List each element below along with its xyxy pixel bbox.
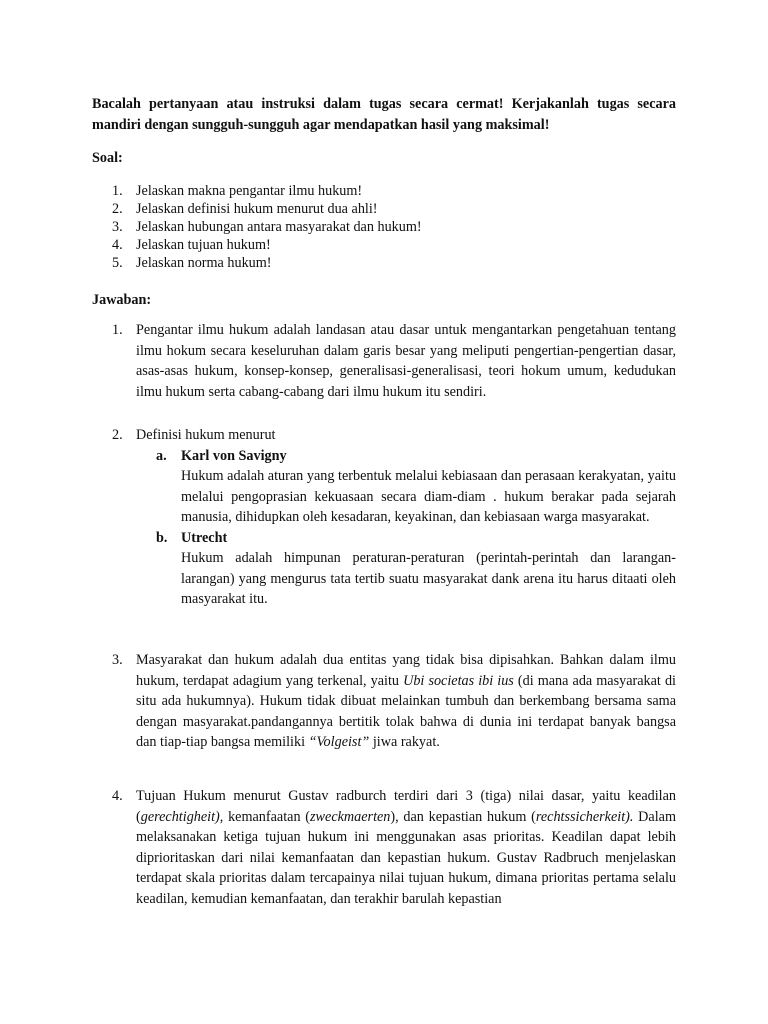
term-gerechtigheit: gerechtigheit) (140, 808, 220, 825)
question-item (92, 218, 676, 236)
question-number: 5. (112, 255, 123, 271)
answer-text: Pengantar ilmu hukum adalah landasan atau dasar untuk mengantarkan pengetahuan tentang ilmu hokum secara keseluruhan dalam garis besar yang meliputi pengertian-pengertian dasar, asas-asas hukum, konsep-konsep, generalisasi-generalisasi, teori hokum umum, kedudukan ilmu hukum serta cabang-cabang dari ilmu hukum itu sendiri. (136, 322, 676, 400)
answer-text: Masyarakat dan hukum adalah dua entitas yang tidak bisa dipisahkan. Bahkan dalam ilmu hukum, terdapat adagium yang terkenal, yaitu Ubi societas ibi ius (di mana ada masyarakat di situ ada hukumnya). Hukum tidak dibuat melainkan tumbuh dan berkembang bersama sama dengan masyarakat.pandangannya bertitik tolak bahwa di dunia ini terdapat banyak bangsa dan tiap-tiap bangsa memiliki “Volgeist” jiwa rakyat. (136, 652, 676, 750)
question-item (92, 200, 676, 218)
answer-3 (92, 650, 676, 753)
answer-2 (92, 425, 676, 610)
expert-name: Karl von Savigny (181, 447, 287, 464)
expert-letter: a. (156, 447, 167, 464)
expert-a (136, 446, 676, 528)
question-text: Jelaskan definisi hukum menurut dua ahli! (136, 201, 378, 217)
expert-b (136, 528, 676, 610)
latin-adage: Ubi societas ibi ius (403, 672, 514, 689)
question-text: Jelaskan makna pengantar ilmu hukum! (136, 183, 363, 199)
answer-text: Tujuan Hukum menurut Gustav radburch terdiri dari 3 (tiga) nilai dasar, yaitu keadilan (gerechtigheit), kemanfaatan (zweckmaerten), dan kepastian hukum (rechtssicherkeit). Dalam melaksanakan ketiga tujuan hukum ini menggunakan asas prioritas. Keadilan dapat lebih diprioritaskan dari nilai kemanfaatan dan kepastian hukum. Gustav Radbruch menjelaskan terdapat skala prioritas dalam tercapainya nilai tujuan hukum, dimana prioritas pertama selalu keadilan, kemudian kemanfaatan, dan terakhir barulah kepastian (136, 788, 676, 907)
expert-letter: b. (156, 529, 168, 546)
answer-4 (92, 786, 676, 909)
answer-intro: Definisi hukum menurut (136, 427, 276, 443)
question-number: 2. (112, 201, 123, 217)
answer-number: 1. (112, 322, 123, 338)
answer-number: 2. (112, 427, 123, 443)
question-text: Jelaskan norma hukum! (136, 255, 272, 271)
term-zweckmaerten: zweckmaerten (310, 808, 391, 825)
question-number: 3. (112, 219, 123, 235)
answer-number: 3. (112, 652, 123, 668)
soal-heading: Soal: (92, 150, 123, 166)
question-item (92, 236, 676, 254)
answer-number: 4. (112, 788, 123, 804)
question-number: 1. (112, 183, 123, 199)
volgeist-term: “Volgeist” (308, 734, 370, 750)
instructions: Bacalah pertanyaan atau instruksi dalam tugas secara cermat! Kerjakanlah tugas secara mandiri dengan sungguh-sungguh agar mendapatkan hasil yang maksimal! (92, 96, 676, 133)
question-list (92, 182, 676, 272)
question-item (92, 182, 676, 200)
question-text: Jelaskan hubungan antara masyarakat dan hukum! (136, 219, 422, 235)
expert-name: Utrecht (181, 529, 228, 546)
jawaban-heading: Jawaban: (92, 292, 152, 308)
expert-definition: Hukum adalah aturan yang terbentuk melalui kebiasaan dan perasaan kerakyatan, yaitu melalui pengoprasian kekuasaan secara diam-diam . hukum berakar pada sejarah manusia, dihidupkan oleh kesadaran, keyakinan, dan kebiasaan warga masyarakat. (181, 468, 676, 525)
question-text: Jelaskan tujuan hukum! (136, 237, 271, 253)
answer-1 (92, 320, 676, 402)
question-number: 4. (112, 237, 123, 253)
term-rechtssicherkeit: rechtssicherkeit). (535, 808, 634, 825)
question-item (92, 254, 676, 272)
expert-definition: Hukum adalah himpunan peraturan-peraturan (perintah-perintah dan larangan-larangan) yang mengurus tata tertib suatu masyarakat dank arena itu harus ditaati oleh masyarakat itu. (181, 550, 676, 607)
